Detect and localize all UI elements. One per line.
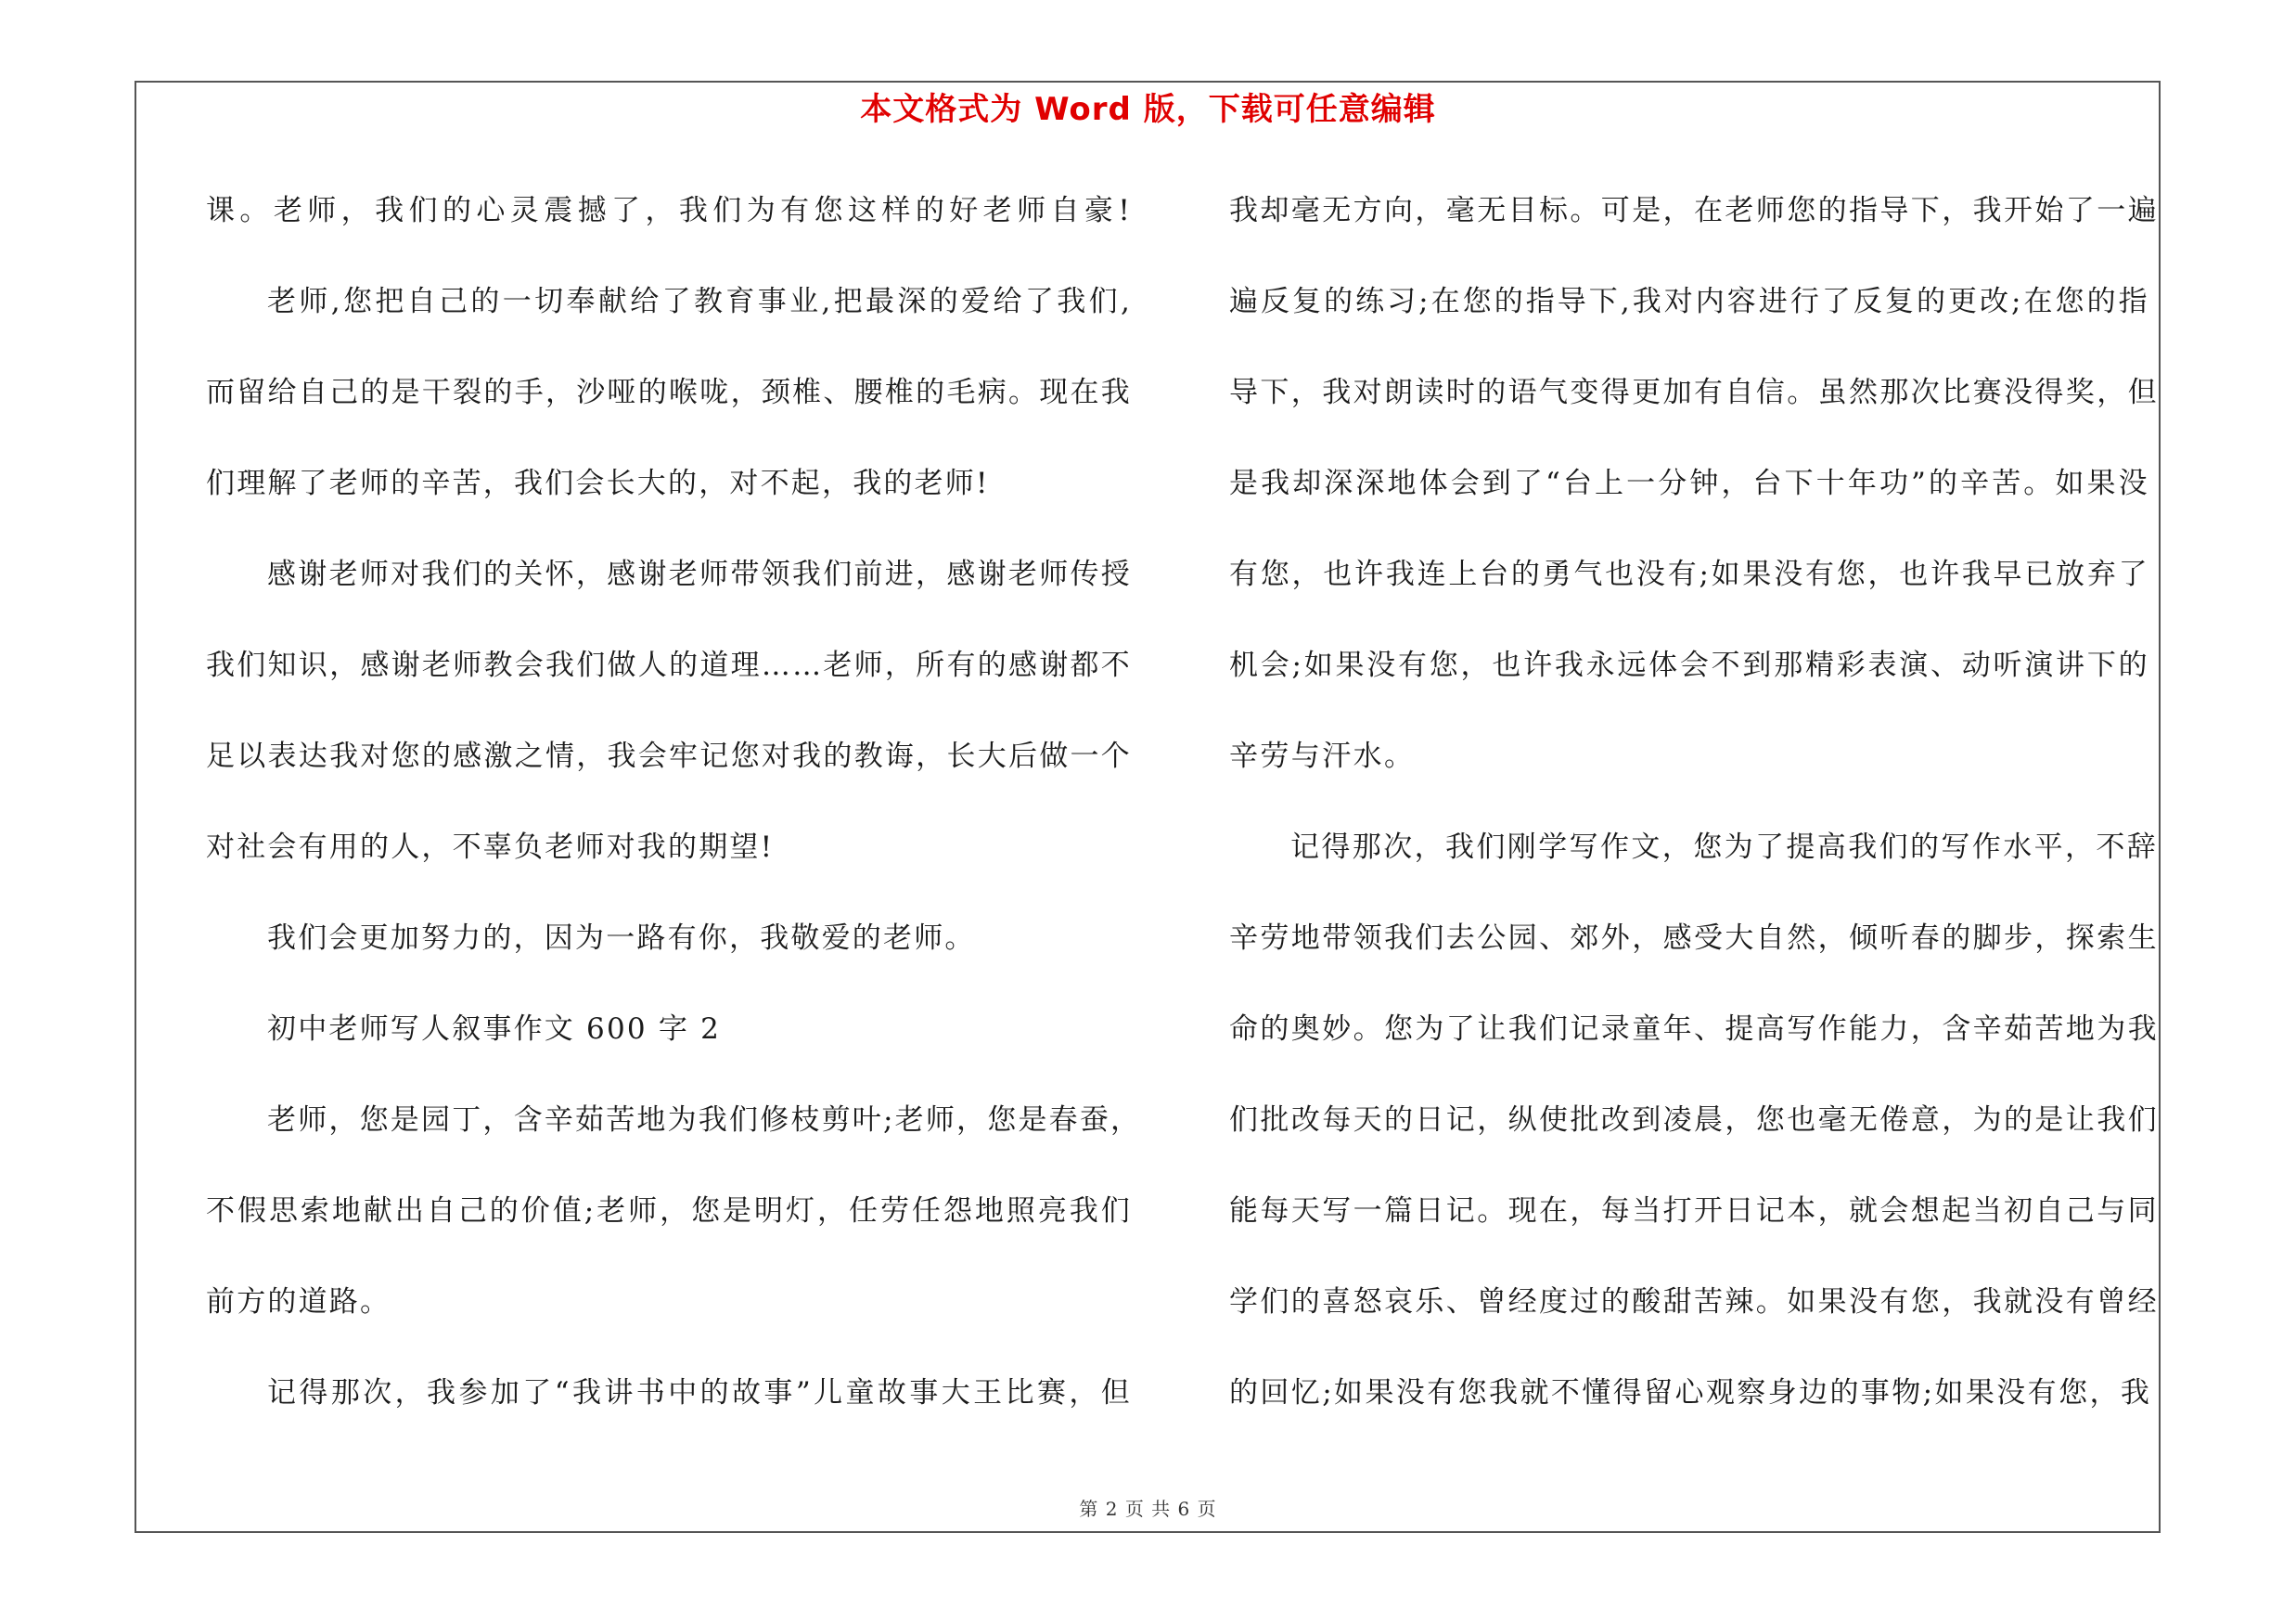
right-column (1229, 181, 2159, 1454)
text-line: 辛劳地带领我们去公园、郊外，感受大自然，倾听春的脚步，探索生 (1229, 921, 2159, 955)
text-line: 我却毫无方向，毫无目标。可是，在老师您的指导下，我开始了一遍 (1229, 194, 2159, 227)
text-line: 们批改每天的日记，纵使批改到凌晨，您也毫无倦意，为的是让我们 (1229, 1103, 2159, 1137)
text-line: 命的奥妙。您为了让我们记录童年、提高写作能力，含辛茹苦地为我 (1229, 1012, 2159, 1046)
text-line: 而留给自己的是干裂的手，沙哑的喉咙，颈椎、腰椎的毛病。现在我 (206, 376, 1132, 409)
text-line: 我们知识，感谢老师教会我们做人的道理……老师，所有的感谢都不 (206, 649, 1132, 682)
text-line: 辛劳与汗水。 (1229, 740, 1416, 773)
text-line: 有您，也许我连上台的勇气也没有;如果没有您，也许我早已放弃了 (1229, 558, 2149, 591)
section-heading: 初中老师写人叙事作文 600 字 2 (267, 1012, 722, 1046)
text-line: 课。老师，我们的心灵震撼了，我们为有您这样的好老师自豪! (206, 194, 1132, 227)
text-line: 记得那次，我们刚学写作文，您为了提高我们的写作水平，不辞 (1290, 831, 2159, 864)
text-line: 对社会有用的人，不辜负老师对我的期望! (206, 831, 775, 864)
text-line: 前方的道路。 (206, 1285, 391, 1319)
text-line: 不假思索地献出自己的价值;老师，您是明灯，任劳任怨地照亮我们 (206, 1194, 1132, 1228)
text-line: 老师，您是园丁，含辛茹苦地为我们修枝剪叶;老师，您是春蚕， (267, 1103, 1142, 1137)
header-banner: 本文格式为 Word 版，下载可任意编辑 (860, 91, 1436, 128)
text-line: 记得那次，我参加了“我讲书中的故事”儿童故事大王比赛，但 (267, 1376, 1132, 1410)
text-line: 导下，我对朗读时的语气变得更加有自信。虽然那次比赛没得奖，但 (1229, 376, 2159, 409)
text-line: 感谢老师对我们的关怀，感谢老师带领我们前进，感谢老师传授 (267, 558, 1132, 591)
left-column (206, 181, 1142, 1454)
text-line: 学们的喜怒哀乐、曾经度过的酸甜苦辣。如果没有您，我就没有曾经 (1229, 1285, 2159, 1319)
text-line: 的回忆;如果没有您我就不懂得留心观察身边的事物;如果没有您，我 (1229, 1376, 2152, 1410)
text-line: 机会;如果没有您，也许我永远体会不到那精彩表演、动听演讲下的 (1229, 649, 2149, 682)
text-line: 是我却深深地体会到了“台上一分钟，台下十年功”的辛苦。如果没 (1229, 467, 2149, 500)
text-line: 足以表达我对您的感激之情，我会牢记您对我的教诲，长大后做一个 (206, 740, 1132, 773)
page-number: 第 2 页 共 6 页 (1079, 1498, 1217, 1520)
text-line: 老师,您把自己的一切奉献给了教育事业,把最深的爱给了我们, (267, 285, 1132, 318)
text-line: 遍反复的练习;在您的指导下,我对内容进行了反复的更改;在您的指 (1229, 285, 2149, 318)
text-line: 能每天写一篇日记。现在，每当打开日记本，就会想起当初自己与同 (1229, 1194, 2159, 1228)
text-line: 我们会更加努力的，因为一路有你，我敬爱的老师。 (267, 921, 976, 955)
text-line: 们理解了老师的辛苦，我们会长大的，对不起，我的老师! (206, 467, 990, 500)
